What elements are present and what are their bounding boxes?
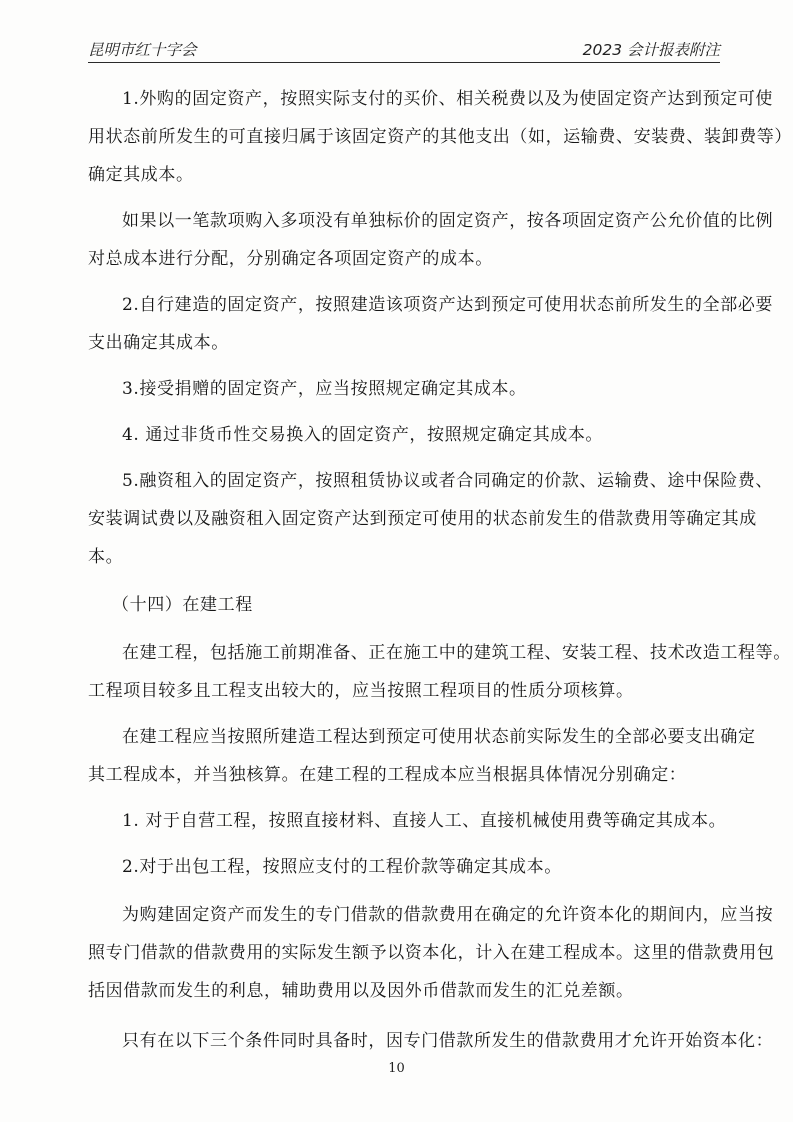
paragraph-line: 安装调试费以及融资租入固定资产达到预定可使用的状态前发生的借款费用等确定其成 [88, 509, 757, 529]
paragraph-line: 括因借款而发生的利息，辅助费用以及因外币借款而发生的汇兑差额。 [88, 981, 634, 1001]
paragraph-line: 3.接受捐赠的固定资产，应当按照规定确定其成本。 [122, 379, 527, 399]
paragraph-line: 用状态前所发生的可直接归属于该固定资产的其他支出（如，运输费、安装费、装卸费等） [88, 127, 792, 147]
page-header [88, 35, 720, 61]
paragraph-line: 确定其成本。 [88, 165, 194, 185]
section-heading: （十四）在建工程 [112, 595, 253, 615]
paragraph-line: 在建工程应当按照所建造工程达到预定可使用状态前实际发生的全部必要支出确定 [122, 727, 756, 747]
paragraph-line: 为购建固定资产而发生的专门借款的借款费用在确定的允许资本化的期间内，应当按 [122, 905, 774, 925]
paragraph-line: 对总成本进行分配，分别确定各项固定资产的成本。 [88, 249, 493, 269]
paragraph-line: 支出确定其成本。 [88, 333, 229, 353]
paragraph-line: 其工程成本，并当独核算。在建工程的工程成本应当根据具体情况分别确定： [88, 765, 687, 785]
paragraph-line: 5.融资租入的固定资产，按照租赁协议或者合同确定的价款、运输费、途中保险费、 [122, 471, 774, 491]
paragraph-line: 1.外购的固定资产，按照实际支付的买价、相关税费以及为使固定资产达到预定可使 [122, 89, 774, 109]
paragraph-line: 本。 [88, 547, 124, 567]
header-organization: 昆明市红十字会 [88, 41, 197, 59]
header-divider [88, 62, 720, 63]
paragraph-line: 在建工程，包括施工前期准备、正在施工中的建筑工程、安装工程、技术改造工程等。 [122, 643, 791, 663]
paragraph-line: 照专门借款的借款费用的实际发生额予以资本化，计入在建工程成本。这里的借款费用包 [88, 943, 775, 963]
paragraph-line: 只有在以下三个条件同时具备时，因专门借款所发生的借款费用才允许开始资本化： [122, 1031, 774, 1051]
header-report-title: 2023 会计报表附注 [582, 41, 720, 59]
paragraph-line: 如果以一笔款项购入多项没有单独标价的固定资产，按各项固定资产公允价值的比例 [122, 211, 774, 231]
paragraph-line: 1. 对于自营工程，按照直接材料、直接人工、直接机械使用费等确定其成本。 [122, 811, 727, 831]
paragraph-line: 2.自行建造的固定资产，按照建造该项资产达到预定可使用状态前所发生的全部必要 [122, 295, 774, 315]
paragraph-line: 2.对于出包工程，按照应支付的工程价款等确定其成本。 [122, 857, 562, 877]
paragraph-line: 工程项目较多且工程支出较大的，应当按照工程项目的性质分项核算。 [88, 681, 634, 701]
page-number: 10 [388, 1061, 405, 1076]
paragraph-line: 4. 通过非货币性交易换入的固定资产，按照规定确定其成本。 [122, 425, 604, 445]
